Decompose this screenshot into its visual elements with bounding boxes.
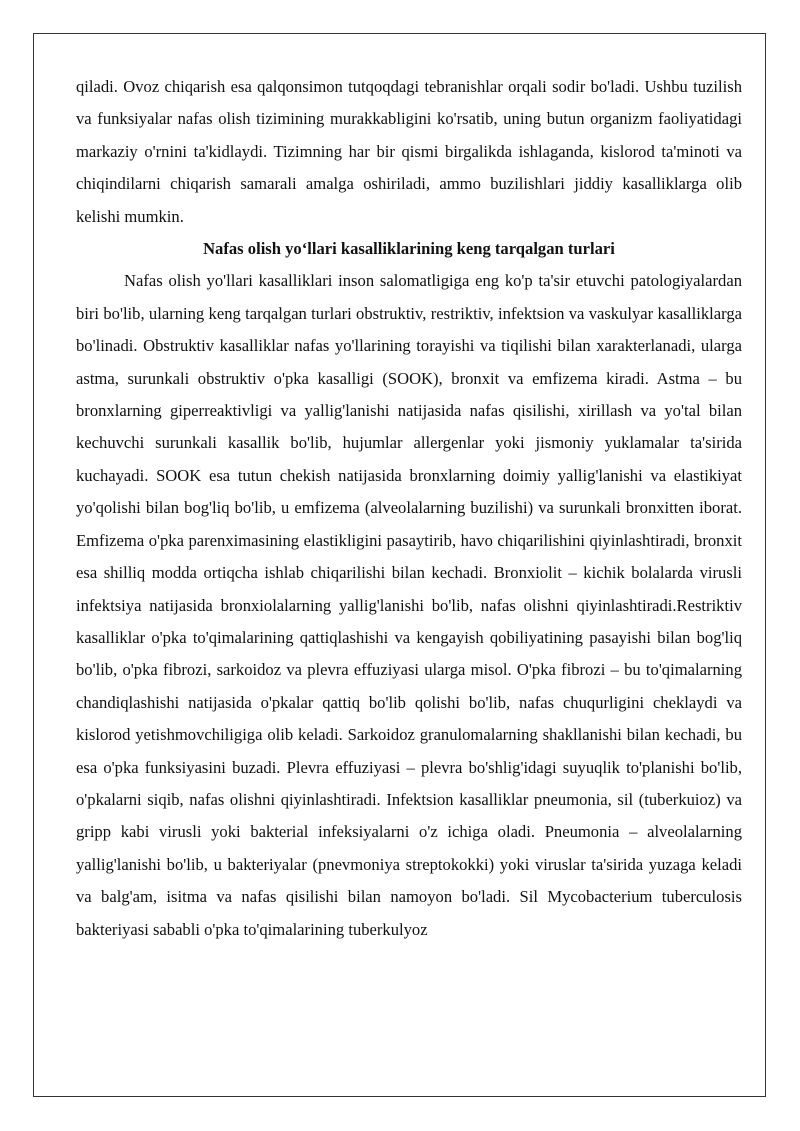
paragraph-diseases: Nafas olish yo'llari kasalliklari inson salomatligiga eng ko'p ta'sir etuvchi patologiyalardan biri bo'lib, ularning keng tarqalgan turlari obstruktiv, restriktiv, infektsion va vaskulyar kasalliklarga bo'linadi. Obstruktiv kasalliklar nafas yo'llarining torayishi va tiqilishi bilan xarakterlanadi, ularga astma, surunkali obstruktiv o'pka kasalligi (SOOK), bronxit va emfizema kiradi. Astma – bu bronxlarning giperreaktivligi va yallig'lanishi natijasida nafas qisilishi, xirillash va yo'tal bilan kechuvchi surunkali kasallik bo'lib, hujumlar allergenlar yoki jismoniy yuklamalar ta'sirida kuchayadi. SOOK esa tutun chekish natijasida bronxlarning doimiy yallig'lanishi va elastikiyat yo'qolishi bilan bog'liq bo'lib, u emfizema (alveolalarning buzilishi) va surunkali bronxitten iborat. Emfizema o'pka parenximasining elastikligini pasaytirib, havo chiqarilishini qiyinlashtiradi, bronxit esa shilliq modda ortiqcha ishlab chiqarilishi bilan kechadi. Bronxiolit – kichik bolalarda virusli infektsiya natijasida bronxiolalarning yallig'lanishi bo'lib, nafas olishni qiyinlashtiradi.Restriktiv kasalliklar o'pka to'qimalarining qattiqlashishi va kengayish qobiliyatining pasayishi bilan bog'liq bo'lib, o'pka fibrozi, sarkoidoz va plevra effuziyasi ularga misol. O'pka fibrozi – bu to'qimalarning chandiqlashishi natijasida o'pkalar qattiq bo'lib qolishi bo'lib, nafas chuqurligini cheklaydi va kislorod yetishmovchiligiga olib keladi. Sarkoidoz granulomalarning shakllanishi bilan kechadi, bu esa o'pka funksiyasini buzadi. Plevra effuziyasi – plevra bo'shlig'idagi suyuqlik to'planishi bo'lib, o'pkalarni siqib, nafas olishni qiyinlashtiradi. Infektsion kasalliklar pneumonia, sil (tuberkuioz) va gripp kabi virusli yoki bakterial infeksiyalarni o'z ichiga oladi. Pneumonia – alveolalarning yallig'lanishi bo'lib, u bakteriyalar (pnevmoniya streptokokki) yoki viruslar ta'sirida yuzaga keladi va balg'am, isitma va nafas qisilishi bilan namoyon bo'ladi. Sil Mycobacterium tuberculosis bakteriyasi sababli o'pka to'qimalarining tuberkulyoz — [76, 271, 742, 939]
document-body — [76, 71, 742, 946]
section-heading: Nafas olish yo‘llari kasalliklarining keng tarqalgan turlari — [203, 239, 615, 259]
paragraph-intro-continuation: qiladi. Ovoz chiqarish esa qalqonsimon tutqoqdagi tebranishlar orqali sodir bo'ladi. Ushbu tuzilish va funksiyalar nafas olish tizimining murakkabligini ko'rsatib, uning butun organizm faoliyatidagi markaziy o'rnini ta'kidlaydi. Tizimning har bir qismi birgalikda ishlaganda, kislorod ta'minoti va chiqindilarni chiqarish samarali amalga oshiriladi, ammo buzilishlari jiddiy kasalliklarga olib kelishi mumkin. — [76, 77, 742, 226]
